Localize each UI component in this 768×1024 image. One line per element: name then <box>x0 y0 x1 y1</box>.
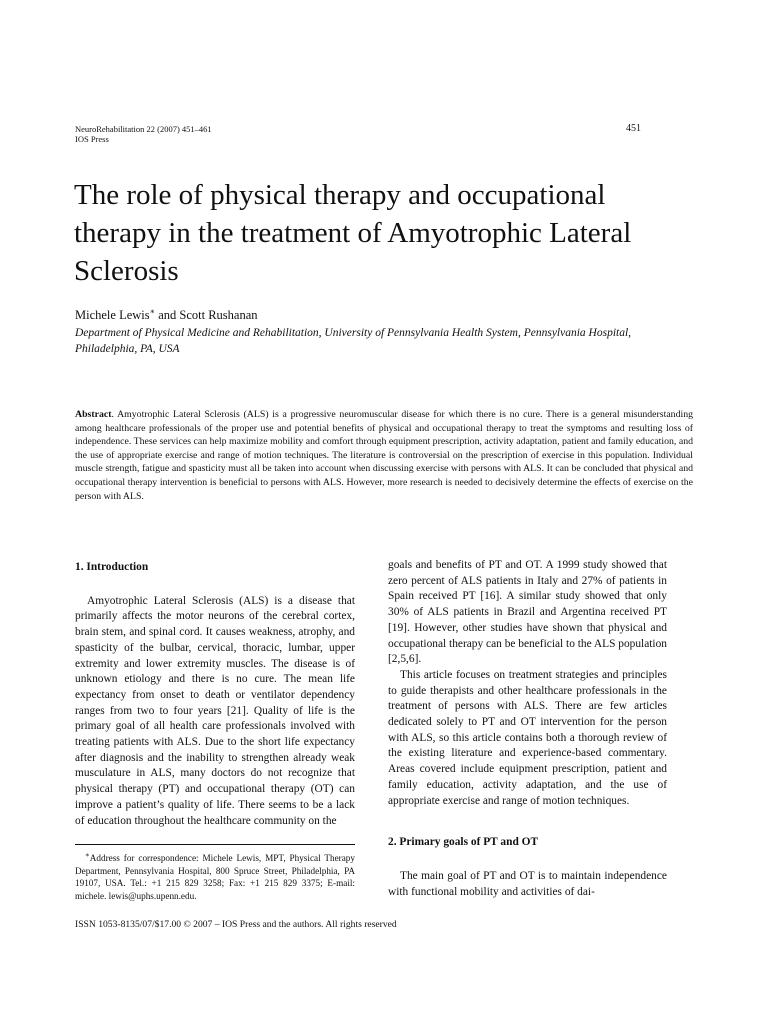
author-name: Scott Rushanan <box>179 308 258 323</box>
footnote-mark: ∗ <box>85 851 90 859</box>
left-column <box>75 560 355 829</box>
journal-citation: NeuroRehabilitation 22 (2007) 451–461 <box>75 124 212 134</box>
right-column <box>388 558 667 900</box>
footnote-text: Address for correspondence: Michele Lewis, MPT, Physical Therapy Department, Pennsylvania Hospital, 800 Spruce Street, Philadelphia, PA 19107, USA. Tel.: +1 215 829 3258; Fax: +1 215 829 3375; E-mail: michele. lewis@uphs.upenn.edu. <box>75 853 355 901</box>
copyright-footer: ISSN 1053-8135/07/$17.00 © 2007 – IOS Press and the authors. All rights reserved <box>75 919 397 930</box>
article-title: The role of physical therapy and occupational therapy in the treatment of Amyotrophic Lateral Sclerosis <box>74 179 632 287</box>
section-heading-introduction: 1. Introduction <box>75 561 149 573</box>
page-number: 451 <box>626 123 641 134</box>
author-conjunction: and <box>155 308 180 323</box>
body-paragraph: Amyotrophic Lateral Sclerosis (ALS) is a disease that primarily affects the motor neurons of the cerebral cortex, brain stem, and spinal cord. It causes weakness, atrophy, and spasticity of the bulbar, cervical, thoracic, lumbar, upper extremity and lower extremity muscles. The disease is of unknown etiology and there is no cure. The mean life expectancy from onset to death or ventilator dependency ranges from two to four years [21]. Quality of life is the primary goal of all health care professionals involved with treating patients with ALS. Due to the short life expectancy after diagnosis and the inability to strengthen already weak musculature in ALS, many doctors do not recognize that physical therapy (PT) and occupational therapy (OT) can improve a patient’s quality of life. There seems to be a lack of education throughout the healthcare community on the <box>75 594 355 827</box>
abstract <box>75 408 693 503</box>
author-affiliation: Department of Physical Medicine and Rehabilitation, University of Pennsylvania Health System, Pennsylvania Hospital, Philadelphia, PA, USA <box>75 327 632 355</box>
body-paragraph: The main goal of PT and OT is to maintain independence with functional mobility and activities of dai- <box>388 869 667 898</box>
footnote-divider <box>75 844 355 845</box>
journal-header <box>75 124 212 144</box>
body-paragraph: This article focuses on treatment strategies and principles to guide therapists and other healthcare professionals in the treatment of persons with ALS. There are few articles dedicated solely to PT and OT intervention for the person with ALS, so this article contains both a thorough review of the existing literature and experience-based commentary. Areas covered include equipment prescription, patient and family education, activity adaptation, and the use of appropriate exercise and range of motion techniques. <box>388 668 667 807</box>
abstract-text: . Amyotrophic Lateral Sclerosis (ALS) is a progressive neuromuscular disease for which there is no cure. There is a general misunderstanding among healthcare professionals of the proper use and potential benefits of physical and occupational therapy to treat the symptoms and resulting loss of independence. These services can help maximize mobility and comfort through equipment prescription, activity adaptation, patient and family education, and the use of appropriate exercise and range of motion techniques. The literature is controversial on the prescription of exercise in this population. Individual muscle strength, fatigue and spasticity must all be taken into account when discussing exercise with persons with ALS. It can be concluded that physical and occupational therapy intervention is beneficial to persons with ALS. However, more research is needed to decisively determine the effects of exercise on the person with ALS. <box>75 409 693 502</box>
correspondence-footnote <box>75 849 355 902</box>
abstract-label: Abstract <box>75 409 112 420</box>
correspondence-mark: ∗ <box>149 307 156 316</box>
section-heading-primary-goals: 2. Primary goals of PT and OT <box>388 836 539 849</box>
author-name: Michele Lewis <box>75 308 150 323</box>
author-list <box>75 307 258 323</box>
body-paragraph: goals and benefits of PT and OT. A 1999 study showed that zero percent of ALS patients in Italy and 27% of patients in Spain received PT [16]. A similar study showed that only 30% of ALS patients in Brazil and Argentina received PT [19]. However, other studies have shown that physical and occupational therapy can be beneficial to the ALS population [2,5,6]. <box>388 559 667 666</box>
publisher-name: IOS Press <box>75 134 109 144</box>
